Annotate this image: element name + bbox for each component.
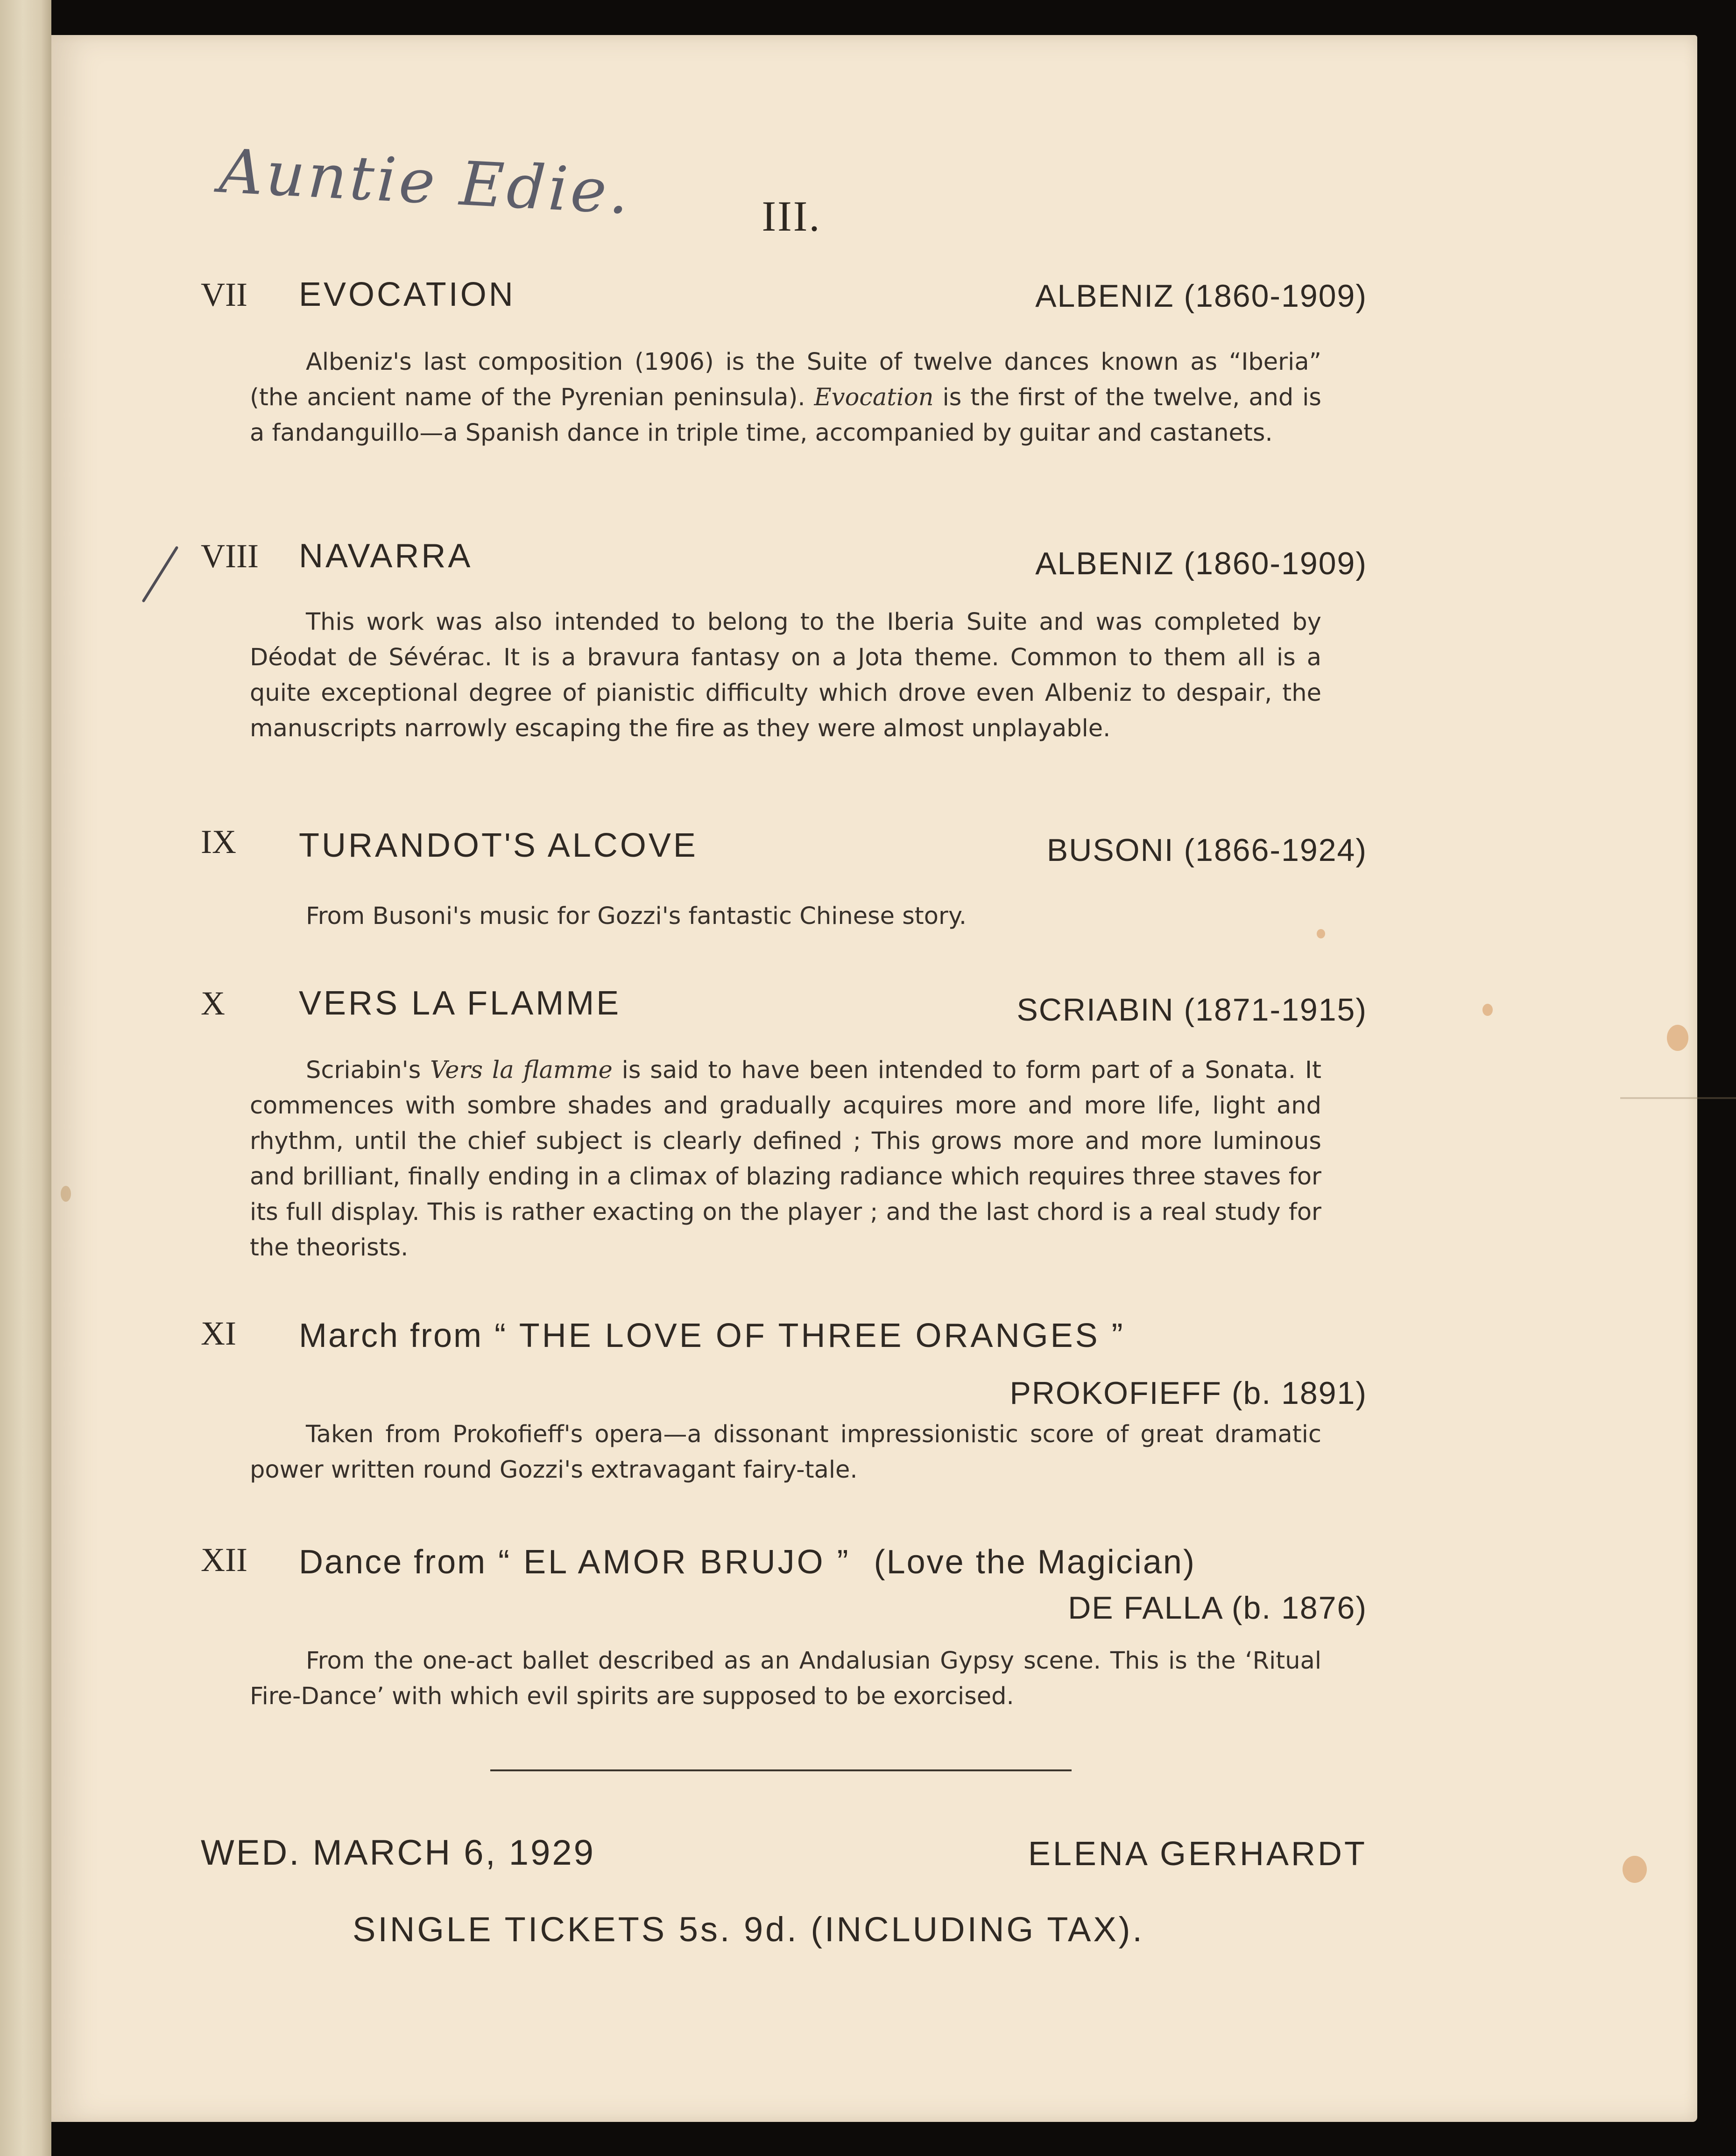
item-composer: BUSONI (1866-1924) [1046, 832, 1367, 868]
item-title: Dance from “ EL AMOR BRUJO ” (Love the Magician) [299, 1543, 1196, 1581]
concert-date: WED. MARCH 6, 1929 [201, 1833, 595, 1873]
item-description: Albeniz's last composition (1906) is the Suite of twelve dances known as “Iberia” (the ancient name of the Pyrenian peninsula). Evocation is the first of the twelve, and is a fandanguillo—a Spanish dance in triple time, accompanied by guitar and castanets. [250, 348, 1321, 447]
foxing-spot [1667, 1025, 1688, 1051]
book-gutter [0, 0, 51, 2156]
item-composer: ALBENIZ (1860-1909) [1035, 546, 1367, 581]
item-title: TURANDOT'S ALCOVE [299, 827, 698, 864]
item-number: VII [201, 276, 247, 313]
item-composer: ALBENIZ (1860-1909) [1035, 278, 1367, 314]
item-title: EVOCATION [299, 276, 515, 313]
ticket-info: SINGLE TICKETS 5s. 9d. (INCLUDING TAX). [353, 1910, 1144, 1949]
next-performer: ELENA GERHARDT [1028, 1835, 1367, 1873]
item-number: VIII [201, 537, 259, 575]
part-number: III. [762, 192, 821, 240]
item-title: NAVARRA [299, 537, 473, 575]
foxing-spot [1482, 1004, 1493, 1016]
divider-rule [490, 1769, 1072, 1771]
item-description: This work was also intended to belong to the Iberia Suite and was completed by Déodat de Sévérac. It is a bravura fantasy on a Jota theme. Common to them all is a quite exceptional degree of pianistic difficulty which drove even Albeniz to despair, the manuscripts narrowly escaping the fire as they were almost unplayable. [250, 608, 1321, 742]
item-description: Scriabin's Vers la flamme is said to have been intended to form part of a Sonata. It commences with sombre shades and gradually acquires more and more life, light and rhythm, until the chief subject is clearly defined ; This grows more and more luminous and brilliant, finally ending in a climax of blazing radiance which requires three staves for its full display. This is rather exacting on the player ; and the last chord is a real study for the theorists. [250, 1057, 1321, 1261]
page-fold [1620, 1097, 1736, 1099]
item-composer: PROKOFIEFF (b. 1891) [1009, 1375, 1367, 1411]
item-number: XII [201, 1541, 247, 1578]
item-title: VERS LA FLAMME [299, 985, 621, 1022]
item-description: From the one-act ballet described as an Andalusian Gypsy scene. This is the ‘Ritual Fire-Dance’ with which evil spirits are supposed to be exorcised. [250, 1647, 1321, 1710]
foxing-spot [61, 1186, 71, 1202]
handwritten-note: Auntie Edie. [218, 135, 634, 228]
item-number: IX [201, 823, 236, 860]
item-number: XI [201, 1315, 236, 1352]
item-composer: SCRIABIN (1871-1915) [1016, 992, 1367, 1028]
item-description: From Busoni's music for Gozzi's fantastic Chinese story. [306, 902, 967, 930]
foxing-spot [1623, 1856, 1647, 1883]
item-composer: DE FALLA (b. 1876) [1068, 1590, 1367, 1626]
item-description: Taken from Prokofieff's opera—a dissonant impressionistic score of great dramatic power written round Gozzi's extravagant fairy-tale. [250, 1421, 1321, 1484]
item-number: X [201, 985, 225, 1022]
item-title: March from “ THE LOVE OF THREE ORANGES ” [299, 1317, 1125, 1354]
